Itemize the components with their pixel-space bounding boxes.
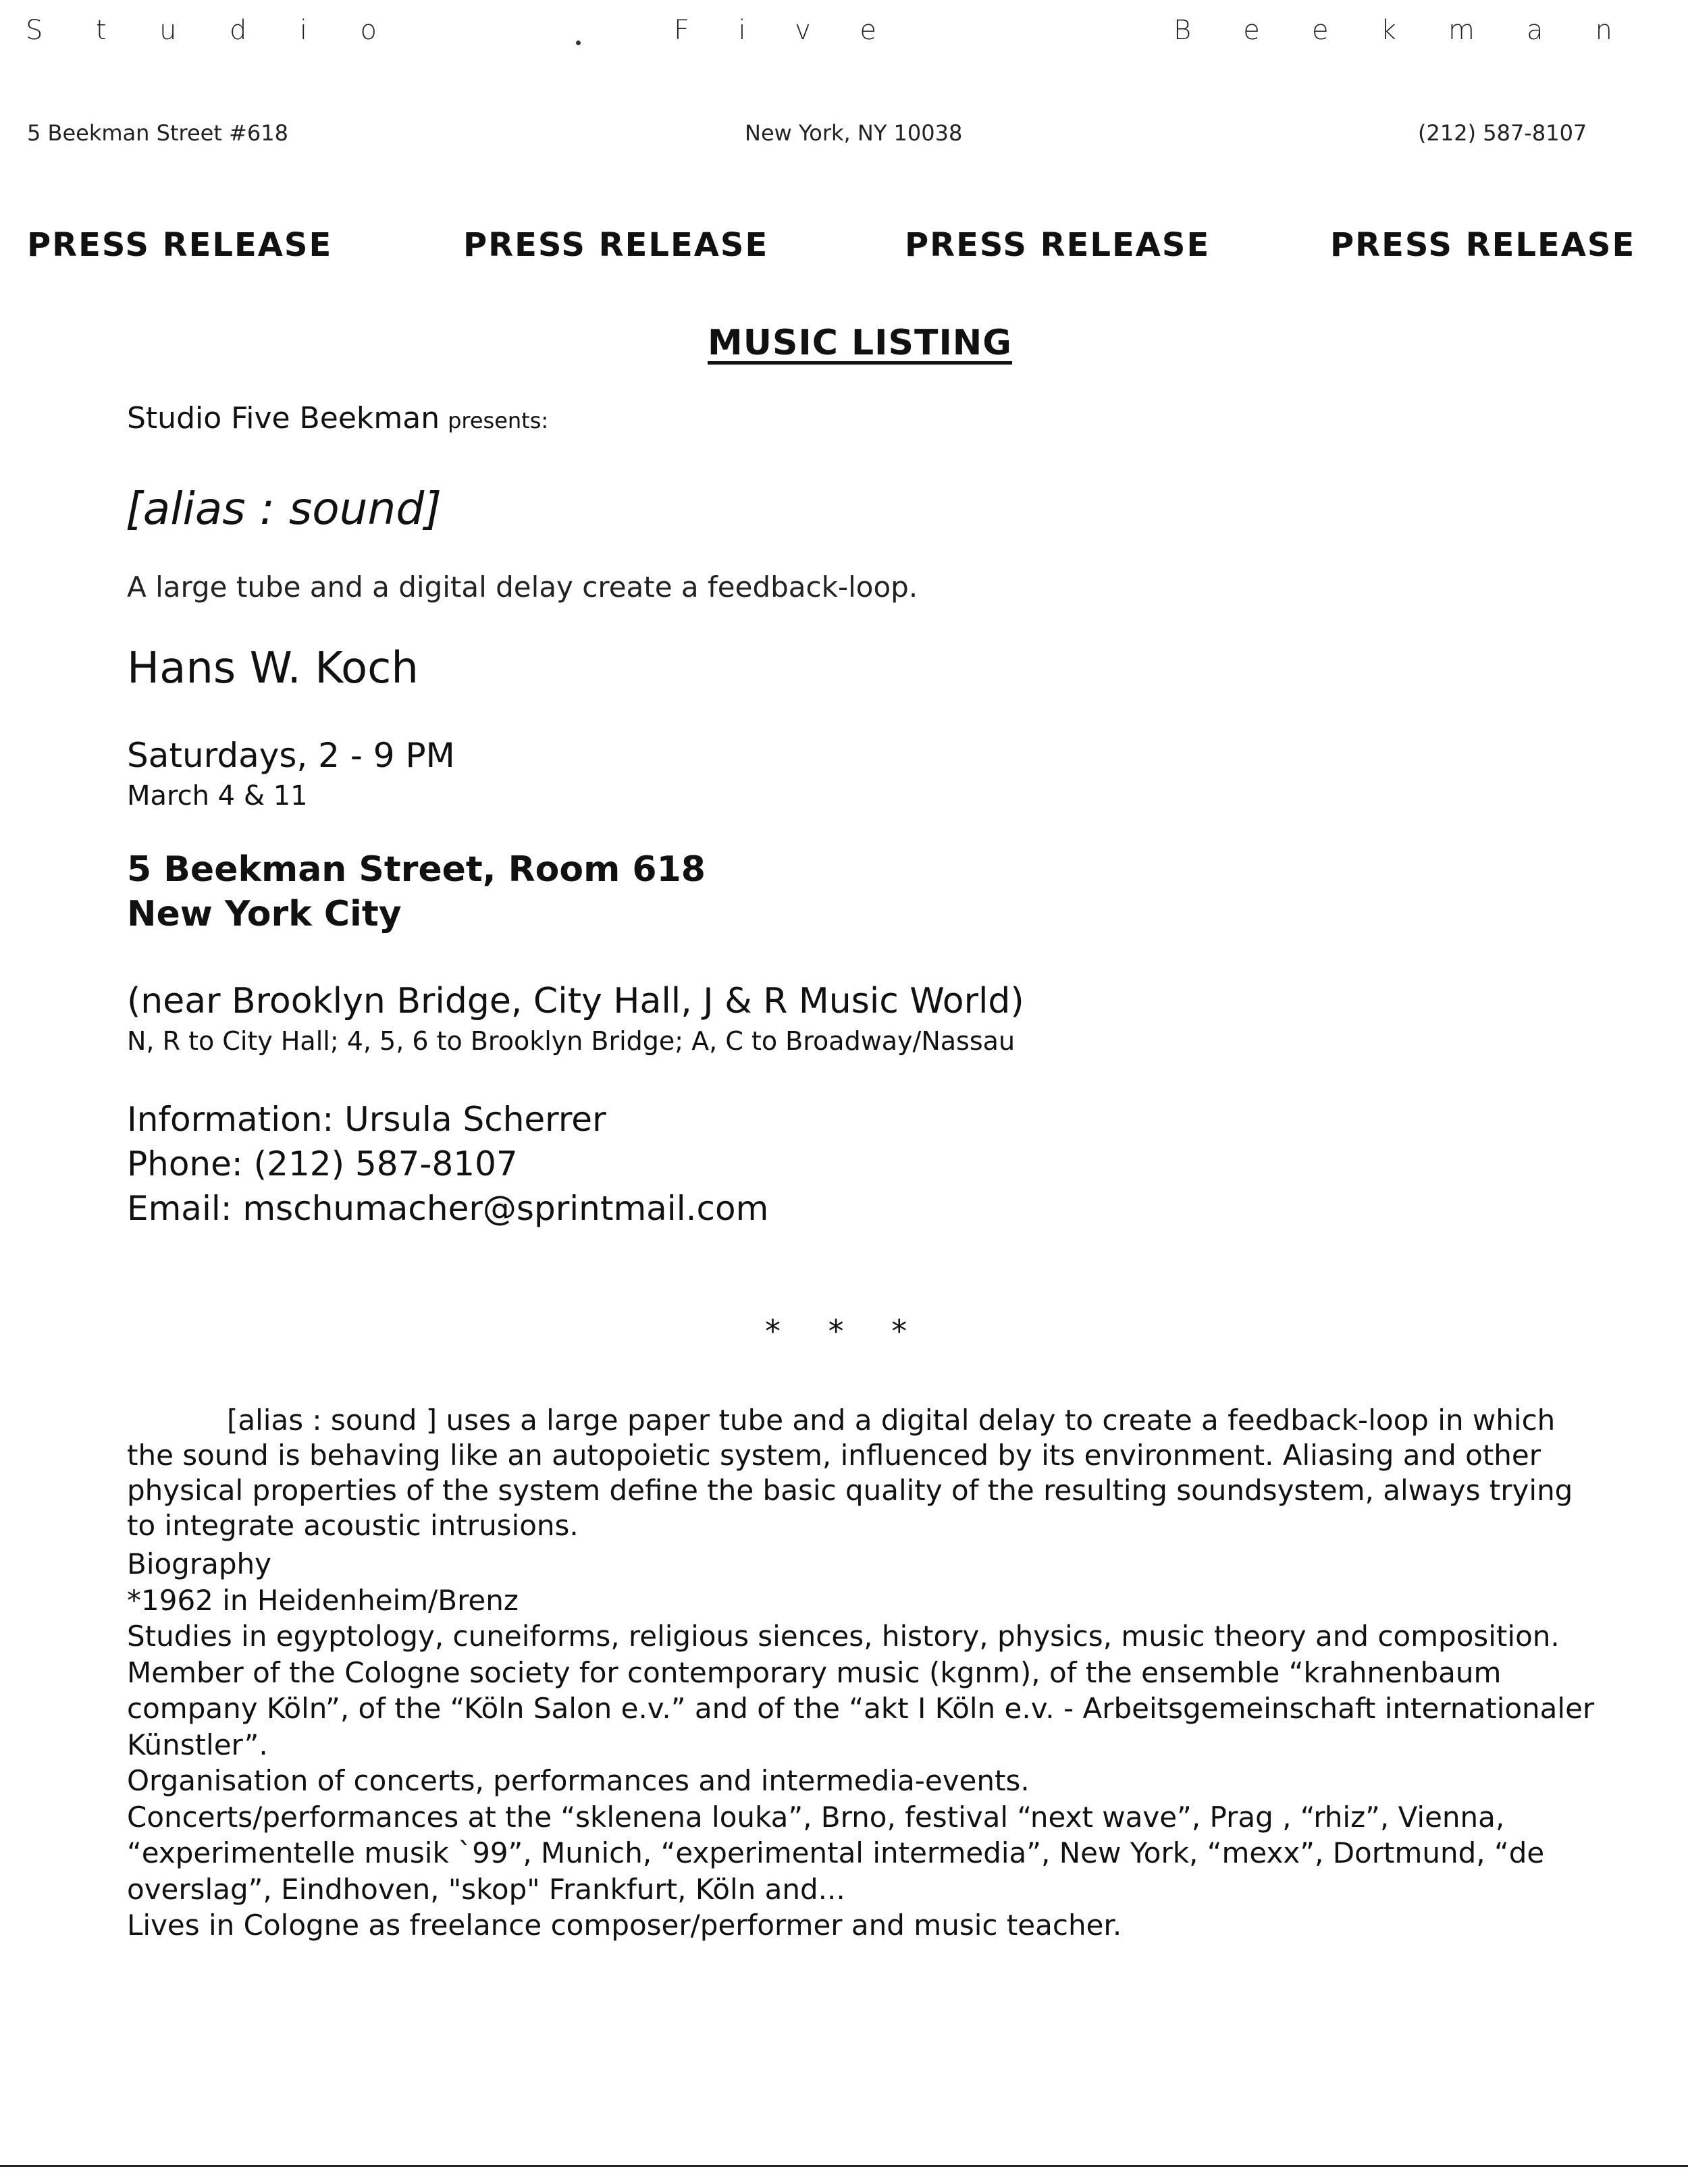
letterhead-letter: d: [229, 15, 247, 46]
letterhead-phone: (212) 587-8107: [1418, 120, 1587, 146]
contact-phone: Phone: (212) 587-8107: [127, 1144, 518, 1183]
work-description: [127, 1403, 1599, 1543]
venue-street: 5 Beekman Street, Room 618: [127, 849, 706, 890]
work-tagline: A large tube and a digital delay create a feedback-loop.: [127, 570, 918, 604]
description-paragraph: [alias : sound ] uses a large paper tube and a digital delay to create a feedback-loop in which the sound is behaving like an autopoietic system, influenced by its environment. Aliasing and other physical properties of the system define the basic quality of the resulting soundsystem, always trying to integrate acoustic intrusions.: [127, 1404, 1573, 1542]
letterhead-letter: m: [1448, 15, 1475, 46]
letterhead-letter: S: [26, 15, 43, 46]
letterhead-city: New York, NY 10038: [745, 120, 963, 146]
letterhead-word-studio: [26, 15, 377, 46]
letterhead-letter: o: [360, 15, 377, 46]
letterhead-word-beekman: [1173, 15, 1612, 46]
biography-organisation: Organisation of concerts, performances and intermedia-events.: [127, 1764, 1030, 1797]
biography-section: [127, 1546, 1599, 1944]
letterhead-letter: B: [1173, 15, 1192, 46]
bottom-rule: [0, 2165, 1688, 2167]
letterhead-dot: [576, 41, 581, 45]
letterhead-letter: t: [95, 15, 107, 46]
directions-subway: N, R to City Hall; 4, 5, 6 to Brooklyn Bridge; A, C to Broadway/Nassau: [127, 1026, 1016, 1056]
letterhead-letter: e: [860, 15, 876, 46]
letterhead-letter: e: [1312, 15, 1329, 46]
press-release-label: PRESS RELEASE: [1330, 226, 1636, 264]
biography-concerts: Concerts/performances at the “sklenena louka”, Brno, festival “next wave”, Prag , “rhiz”, Vienna, “experimentelle musik `99”, Munich, “experimental intermedia”, New York, “mexx”, Dortmund, “de overslag”, Eindhoven, "skop" Frankfurt, Köln and...: [127, 1800, 1545, 1906]
letterhead-word-five: [674, 15, 876, 46]
biography-lives: Lives in Cologne as freelance composer/performer and music teacher.: [127, 1909, 1122, 1942]
biography-born: *1962 in Heidenheim/Brenz: [127, 1583, 519, 1617]
biography-membership: Member of the Cologne society for contemporary music (kgnm), of the ensemble “krahnenbaum company Köln”, of the “Köln Salon e.v.” and of the “akt I Köln e.v. - Arbeitsgemeinschaft internationaler Künstler”.: [127, 1655, 1595, 1761]
press-release-label: PRESS RELEASE: [905, 226, 1211, 264]
contact-information: Information: Ursula Scherrer: [127, 1100, 606, 1139]
section-separator: * * *: [765, 1313, 926, 1350]
contact-block: [127, 1097, 768, 1231]
letterhead-letter: a: [1527, 15, 1544, 46]
contact-email: Email: mschumacher@sprintmail.com: [127, 1189, 769, 1228]
letterhead-letter: F: [674, 15, 690, 46]
schedule-days: Saturdays, 2 - 9 PM: [127, 736, 455, 775]
biography-heading: Biography: [127, 1547, 271, 1580]
letterhead-studio-name: [26, 15, 1612, 55]
venue-city: New York City: [127, 894, 402, 934]
press-release-label: PRESS RELEASE: [463, 226, 769, 264]
letterhead-letter: i: [738, 15, 746, 46]
music-listing-heading: MUSIC LISTING: [708, 323, 1012, 363]
letterhead-letter: k: [1380, 15, 1396, 46]
letterhead-letter: v: [795, 15, 811, 46]
letterhead-letter: e: [1243, 15, 1260, 46]
presenter-line: [127, 401, 548, 435]
artist-name: Hans W. Koch: [127, 643, 419, 693]
presenter-name: Studio Five Beekman: [127, 401, 440, 435]
letterhead-letter: n: [1595, 15, 1612, 46]
venue-block: [127, 847, 706, 936]
work-title: [alias : sound]: [126, 483, 442, 535]
directions-landmarks: (near Brooklyn Bridge, City Hall, J & R Music World): [127, 981, 1024, 1021]
press-release-label: PRESS RELEASE: [27, 226, 333, 264]
letterhead-letter: i: [299, 15, 307, 46]
presenter-suffix: presents:: [448, 408, 549, 433]
biography-studies: Studies in egyptology, cuneiforms, religious siences, history, physics, music theory and composition.: [127, 1620, 1560, 1653]
letterhead-letter: u: [159, 15, 177, 46]
schedule-dates: March 4 & 11: [127, 780, 308, 811]
letterhead-address: 5 Beekman Street #618: [27, 120, 288, 146]
